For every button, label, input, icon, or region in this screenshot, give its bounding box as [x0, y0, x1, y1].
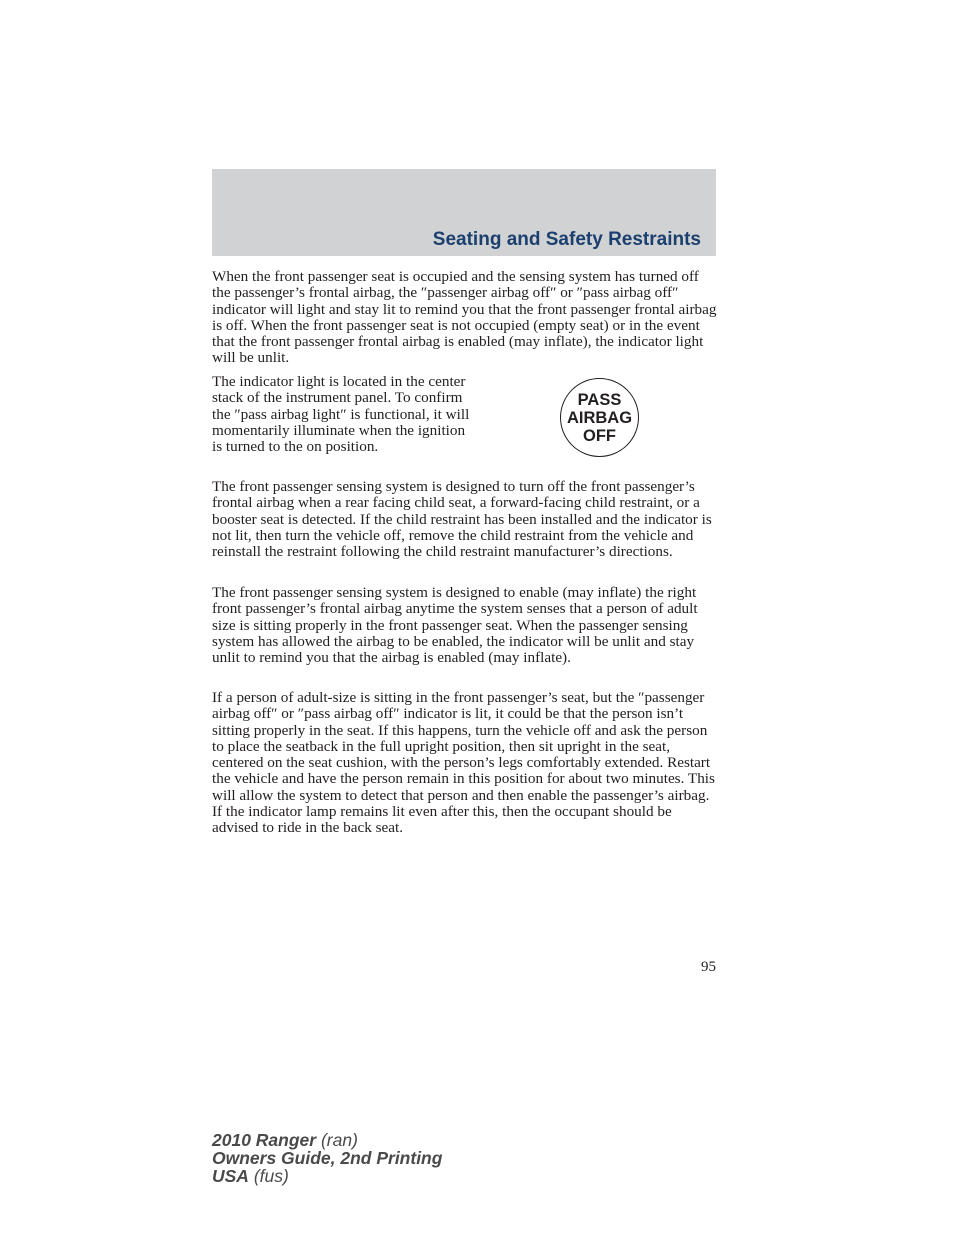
section-title: Seating and Safety Restraints	[432, 229, 701, 250]
footer-market-name: USA	[212, 1166, 249, 1186]
footer-market-code: (fus)	[248, 1166, 289, 1186]
paragraph-adult-enable: The front passenger sensing system is designed to enable (may inflate) the right front passenger’s frontal airbag anytime the system senses that a person of adult size is sitting properly in the front passenger seat. When the passenger sensing system has allowed the airbag to be enabled, the indicator will be unlit and stay unlit to remind you that the airbag is enabled (may inflate).	[212, 584, 698, 667]
paragraph-child-restraint: The front passenger sensing system is designed to turn off the front passenger’s frontal airbag when a rear facing child seat, a forward-facing child restraint, or a booster seat is detected. If the child restraint has been installed and the indicator is not lit, then turn the vehicle off, remove the child restraint from the vehicle and reinstall the restraint following the child restraint manufacturer’s directions.	[212, 478, 712, 561]
footer-line-guide: Owners Guide, 2nd Printing	[212, 1148, 443, 1168]
indicator-line-airbag: AIRBAG	[566, 408, 633, 427]
paragraph-indicator-location: The indicator light is located in the center stack of the instrument panel. To confirm the ″pass airbag light″ is functional, it will momentarily illuminate when the ignition is turned to the on position.	[212, 373, 470, 456]
footer-imprint	[212, 1131, 442, 1185]
footer-model-code: (ran)	[316, 1130, 358, 1150]
page-number: 95	[701, 959, 716, 975]
indicator-line-off: OFF	[583, 426, 616, 445]
section-header-band	[212, 169, 716, 256]
indicator-line-pass: PASS	[577, 390, 622, 409]
pass-airbag-off-indicator-icon	[560, 378, 639, 457]
footer-line-market	[212, 1167, 442, 1185]
paragraph-occupied-seat: When the front passenger seat is occupied and the sensing system has turned off the passenger’s frontal airbag, the ″passenger airbag off″ or ″pass airbag off″ indicator will light and stay lit to remind you that the front passenger frontal airbag is off. When the front passenger seat is not occupied (empty seat) or in the event that the front passenger frontal airbag is enabled (may inflate), the indicator light will be unlit.	[212, 268, 717, 367]
footer-model-name: 2010 Ranger	[212, 1130, 317, 1150]
paragraph-adult-troubleshoot: If a person of adult-size is sitting in the front passenger’s seat, but the ″passenger airbag off″ or ″pass airbag off″ indicator is lit, it could be that the person isn’t sitting properly in the seat. If this happens, turn the vehicle off and ask the person to place the seatback in the full upright position, then sit upright in the seat, centered on the seat cushion, with the person’s legs comfortably extended. Restart the vehicle and have the person remain in this position for about two minutes. This will allow the system to detect that person and then enable the passenger’s airbag. If the indicator lamp remains lit even after this, then the occupant should be advised to ride in the back seat.	[212, 689, 715, 837]
footer-line-model	[212, 1131, 442, 1149]
